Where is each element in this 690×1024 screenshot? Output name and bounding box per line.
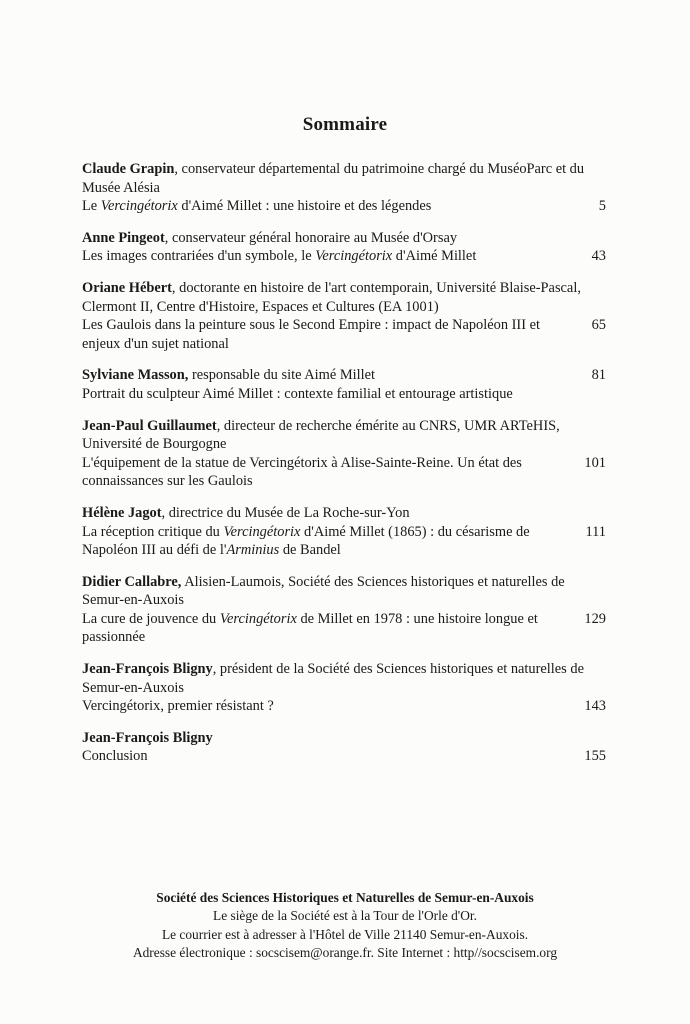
article-text: d'Aimé Millet : une histoire et des légendes (177, 198, 432, 215)
page-number: 155 (584, 748, 606, 765)
author-role: , directeur de recherche émérite au CNRS, UMR ARTeHIS, Université de Bourgogne (82, 417, 560, 453)
toc-entry (82, 729, 606, 766)
author-role: , conservateur général honoraire au Musée d'Orsay (164, 229, 458, 246)
article-italic: Vercingétorix (223, 523, 301, 540)
page-number: 129 (584, 610, 606, 627)
author-role: Alisien-Laumois, Société des Sciences historiques et naturelles de Semur-en-Auxois (82, 573, 565, 609)
entry-author-line (82, 573, 606, 610)
entry-author-line (82, 504, 606, 523)
author-name: Oriane Hébert (82, 279, 172, 296)
article-italic: Vercingétorix (315, 248, 393, 265)
society-footer (0, 889, 690, 963)
toc-entry (82, 417, 606, 491)
article-text: Vercingétorix, premier résistant ? (82, 698, 274, 715)
page-number: 101 (584, 454, 606, 471)
page-number: 65 (591, 317, 606, 334)
page-number: 43 (591, 248, 606, 265)
society-name: Société des Sciences Historiques et Naturelles de Semur-en-Auxois (156, 890, 534, 905)
article-text: de Bandel (279, 542, 341, 559)
article-italic: Arminius (226, 542, 280, 559)
author-name: Hélène Jagot (82, 504, 162, 521)
article-text: d'Aimé Millet (1865) : du césarisme de Napoléon III au défi de l' (82, 523, 530, 559)
article-text: Les Gaulois dans la peinture sous le Second Empire : impact de Napoléon III et enjeux d'un sujet national (82, 317, 540, 352)
toc-entry (82, 660, 606, 716)
toc-entry (82, 366, 606, 403)
article-title (82, 697, 606, 716)
article-text: Le (82, 198, 101, 215)
author-name: Didier Callabre, (82, 573, 182, 590)
entry-author-line (82, 729, 606, 748)
article-title (82, 385, 606, 404)
entry-author-line (82, 279, 606, 316)
author-role: , conservateur départemental du patrimoine chargé du MuséoParc et du Musée Alésia (82, 161, 585, 196)
author-name: Sylviane Masson, (82, 367, 189, 384)
page-number: 5 (598, 198, 606, 215)
toc-entry (82, 279, 606, 353)
page-number: 111 (585, 523, 606, 540)
author-role: , directrice du Musée de La Roche-sur-Yon (161, 504, 410, 521)
article-title (82, 197, 606, 216)
article-text: Portrait du sculpteur Aimé Millet : contexte familial et entourage artistique (82, 385, 513, 402)
footer-contact-line: Adresse électronique : socscisem@orange.fr. Site Internet : http//socscisem.org (132, 945, 558, 961)
article-title (82, 454, 606, 491)
article-text: de Millet en 1978 : une histoire longue et passionnée (82, 610, 538, 646)
author-name: Jean-François Bligny (82, 661, 213, 678)
toc-entry (82, 504, 606, 560)
article-text: L'équipement de la statue de Vercingétorix à Alise-Sainte-Reine. Un état des connaissances sur les Gaulois (82, 454, 522, 490)
entry-author-line (82, 417, 606, 454)
entry-author-line (82, 660, 606, 697)
article-title (82, 523, 606, 560)
table-of-contents (82, 160, 606, 779)
author-role: , doctorante en histoire de l'art contemporain, Université Blaise-Pascal, Clermont II, Centre d'Histoire, Espaces et Cultures (EA 1001) (82, 279, 581, 315)
article-title (82, 247, 606, 266)
article-text: d'Aimé Millet (392, 248, 477, 265)
article-text: La réception critique du (82, 523, 224, 540)
article-text: Conclusion (82, 748, 148, 765)
article-title (82, 747, 606, 766)
article-text: Les images contrariées d'un symbole, le (82, 248, 316, 265)
footer-mail-line: Le courrier est à adresser à l'Hôtel de Ville 21140 Semur-en-Auxois. (161, 926, 529, 942)
toc-entry (82, 160, 606, 216)
footer-address-line: Le siège de la Société est à la Tour de l'Orle d'Or. (213, 908, 477, 924)
author-name: Claude Grapin (82, 161, 175, 177)
article-text: La cure de jouvence du (82, 610, 220, 627)
author-name: Jean-François Bligny (82, 729, 213, 746)
entry-author-line (82, 229, 606, 248)
article-italic: Vercingétorix (219, 610, 297, 627)
toc-entry (82, 229, 606, 266)
page-title: Sommaire (302, 114, 388, 135)
page-number: 143 (584, 698, 606, 715)
article-title (82, 610, 606, 647)
author-name: Anne Pingeot (82, 229, 165, 246)
article-italic: Vercingétorix (100, 198, 178, 215)
author-role: , président de la Société des Sciences historiques et naturelles de Semur-en-Auxois (82, 661, 584, 696)
entry-author-line (82, 366, 606, 385)
entry-author-line (82, 160, 606, 197)
page-number: 81 (591, 367, 606, 384)
article-title (82, 316, 606, 353)
toc-entry (82, 573, 606, 647)
author-name: Jean-Paul Guillaumet (82, 417, 217, 434)
author-role: responsable du site Aimé Millet (188, 367, 376, 384)
